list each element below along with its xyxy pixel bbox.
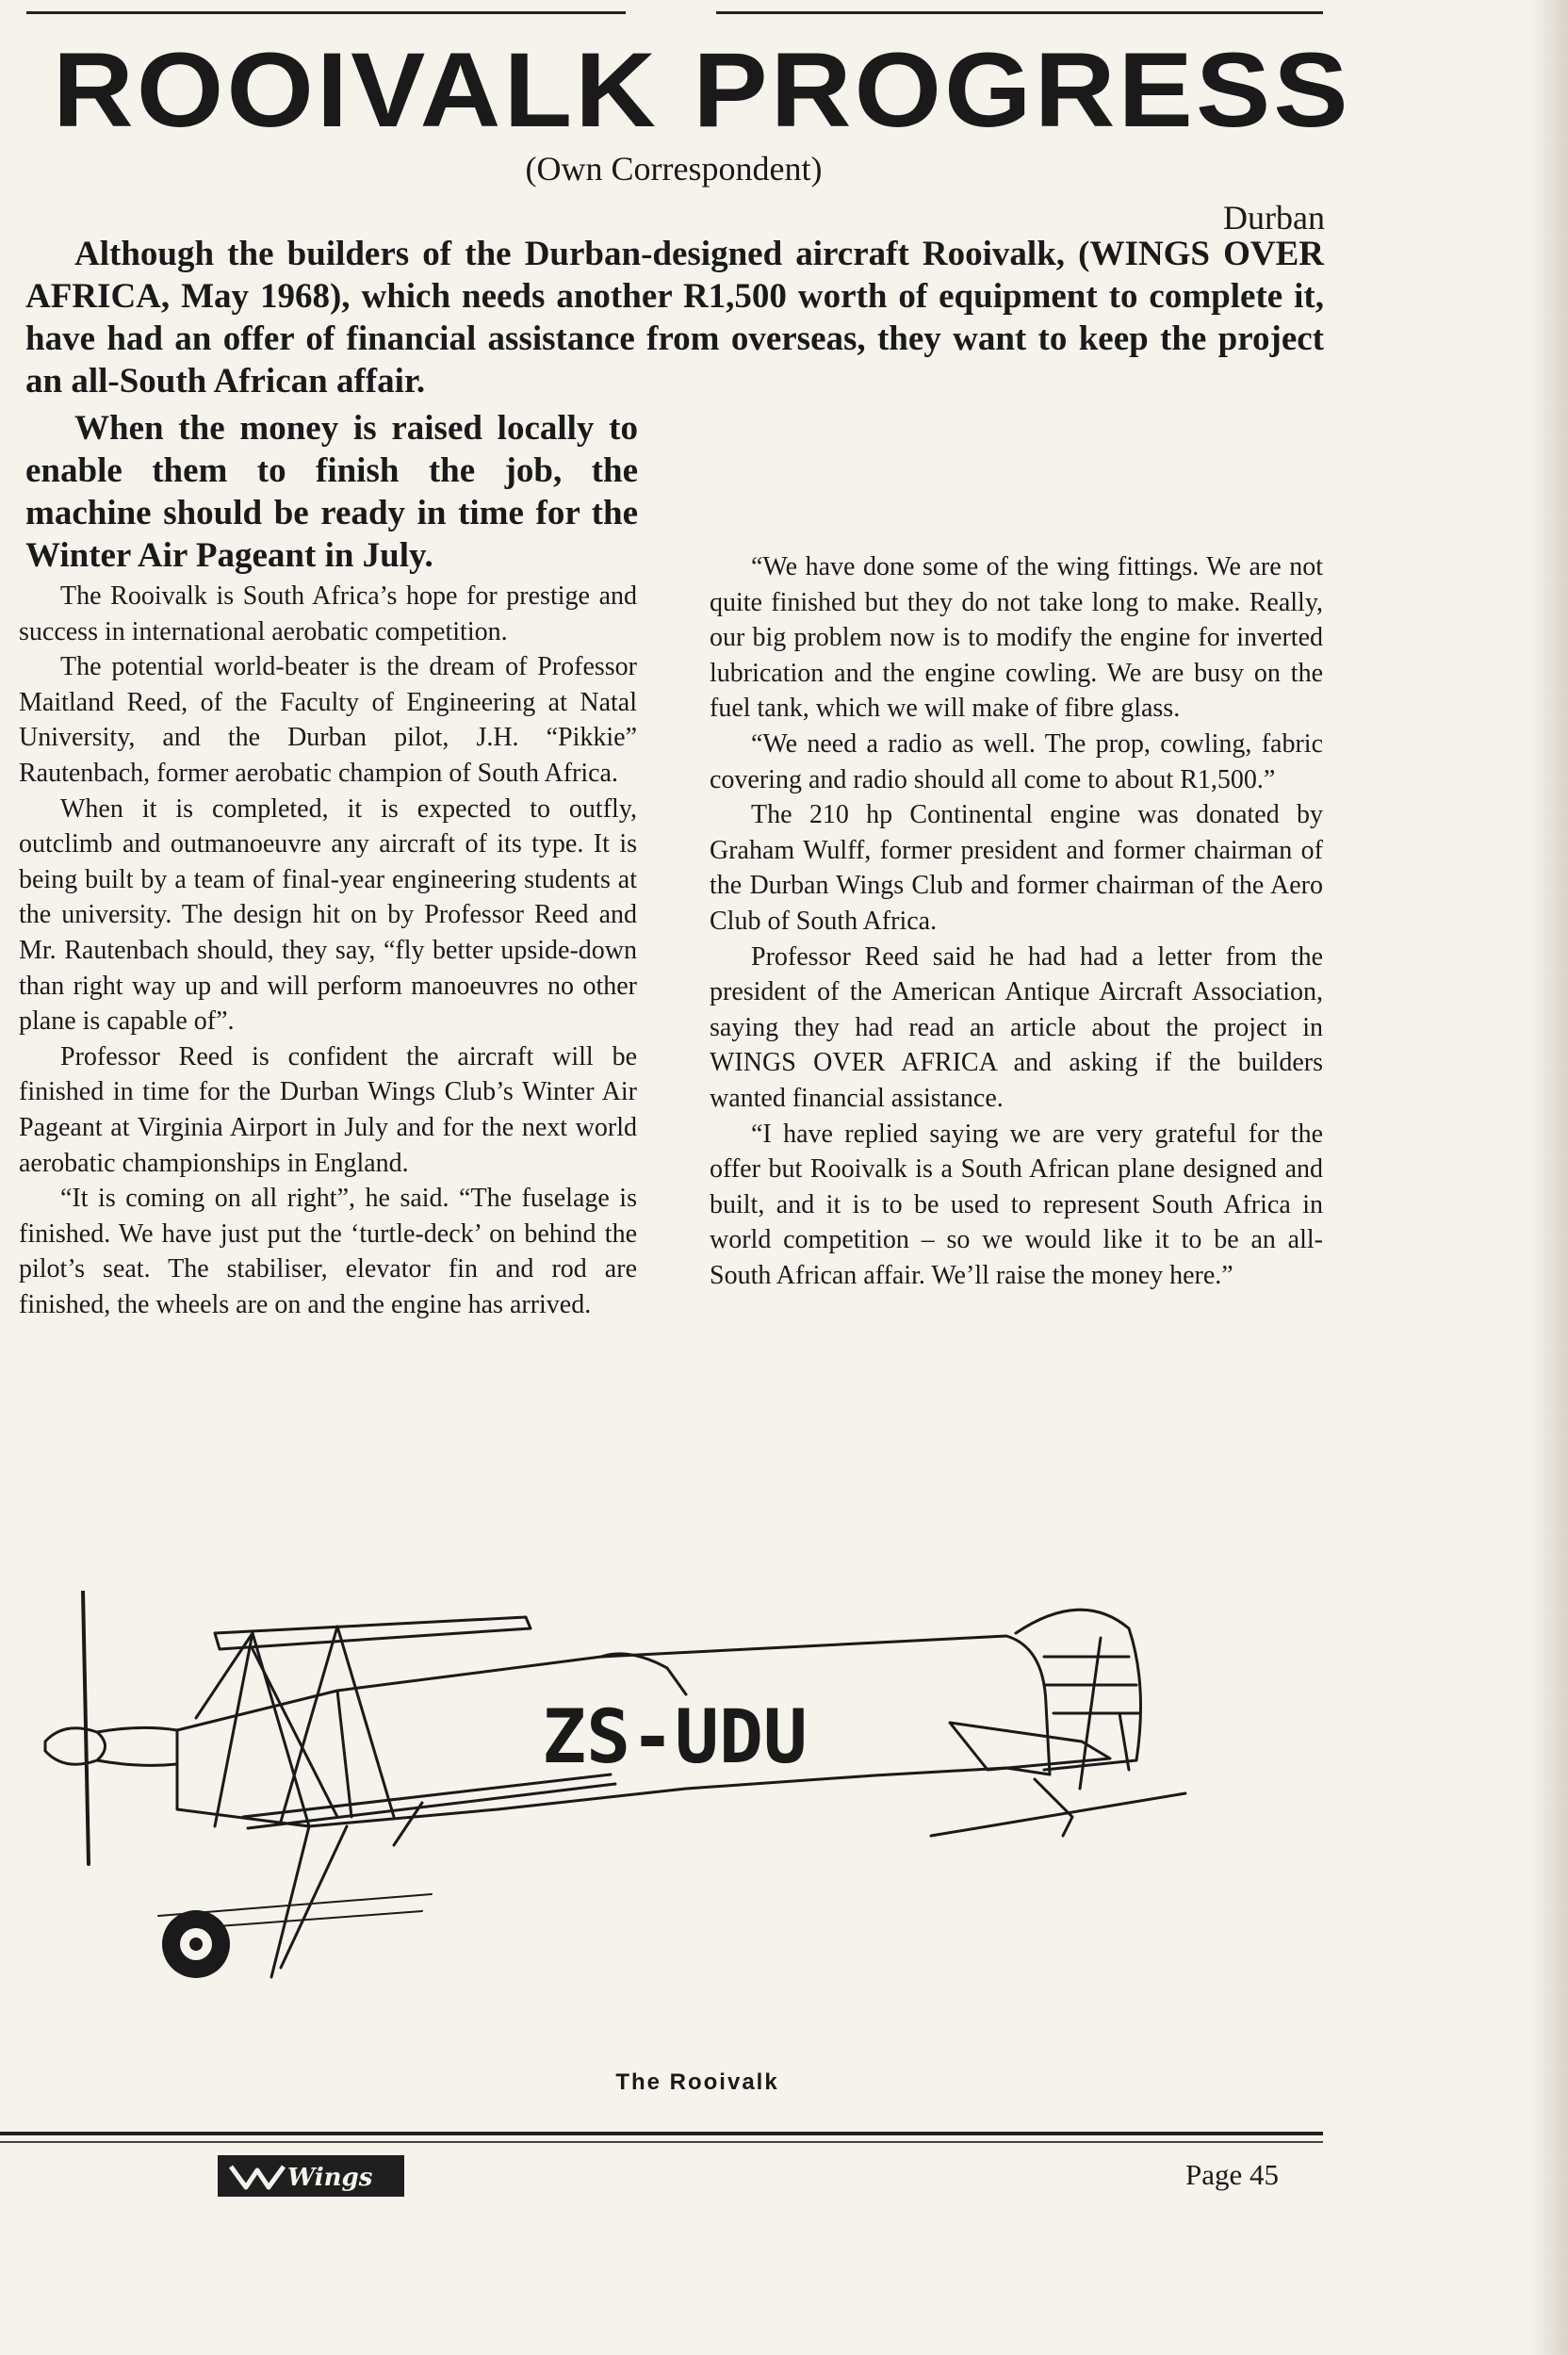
- paragraph: When it is completed, it is expected to outfly, outclimb and outmanoeuvre any aircraft of its type. It is being built by a team of final-year engineering students at the university. The design hit on by Professor Reed and Mr. Rautenbach should, they say, “fly better upside-down than right way up and will perform manoeuvres no other plane is capable of”.: [19, 793, 637, 1037]
- left-column: [19, 579, 637, 1322]
- rooivalk-biplane-illustration: [26, 1591, 1242, 2062]
- paragraph: Professor Reed is confident the aircraft will be finished in time for the Durban Wings Club’s Winter Air Pageant at Virginia Airport in July and for the next world aerobatic championships in England.: [19, 1041, 637, 1178]
- registration-marking: ZS-UDU: [542, 1695, 808, 1780]
- page-edge-shadow: [1530, 0, 1568, 2355]
- dateline: Durban: [1223, 199, 1325, 237]
- paragraph: “We need a radio as well. The prop, cowling, fabric covering and radio should all come to about R1,500.”: [710, 728, 1323, 794]
- paragraph: The 210 hp Continental engine was donated by Graham Wulff, former president and former chairman of the Durban Wings Club and former chairman of the Aero Club of South Africa.: [710, 800, 1323, 936]
- top-rule-left: [26, 11, 626, 14]
- lead-paragraph-2: When the money is raised locally to enable them to finish the job, the machine should be ready in time for the Winter Air Pageant in July.: [25, 409, 638, 575]
- footer-rule: [0, 2132, 1323, 2135]
- figure-caption: The Rooivalk: [615, 2069, 779, 2095]
- byline: (Own Correspondent): [525, 150, 823, 188]
- page-number: Page 45: [1185, 2158, 1280, 2191]
- lead-paragraph: Although the builders of the Durban-designed aircraft Rooivalk, (WINGS OVER AFRICA, May 1968), which needs another R1,500 worth of equipment to complete it, have had an offer of financial assistance from overseas, they want to keep the project an all-South African affair.: [25, 235, 1324, 401]
- right-column: [710, 549, 1323, 1293]
- paragraph: The potential world-beater is the dream of Professor Maitland Reed, of the Faculty of Engineering at Natal University, and the Durban pilot, J.H. “Pikkie” Rautenbach, former aerobatic champion of South Africa.: [19, 652, 637, 788]
- footer-rule-thin: [0, 2141, 1323, 2143]
- paragraph: “We have done some of the wing fittings. We are not quite finished but they do not take long to make. Really, our big problem now is to modify the engine for inverted lubrication and the engine cowling. We are busy on the fuel tank, which we will make of fibre glass.: [710, 552, 1323, 724]
- paragraph: Professor Reed said he had had a letter from the president of the American Antique Aircraft Association, saying they had read an article about the project in WINGS OVER AFRICA and asking if the builders wanted financial assistance.: [710, 941, 1323, 1113]
- top-rule-right: [716, 11, 1323, 14]
- paragraph: The Rooivalk is South Africa’s hope for prestige and success in international aerobatic competition.: [19, 581, 637, 646]
- paragraph: “I have replied saying we are very grateful for the offer but Rooivalk is a South African plane designed and built, and it is to be used to represent South Africa in world competition – so we would like it to be an all-South African affair. We’ll raise the money here.”: [710, 1119, 1323, 1290]
- article-title: ROOIVALK PROGRESS: [53, 31, 1351, 149]
- logo-text: Wings: [287, 2164, 373, 2192]
- wings-logo: [218, 2155, 404, 2197]
- paragraph: “It is coming on all right”, he said. “The fuselage is finished. We have just put the ‘turtle-deck’ on behind the pilot’s seat. The stabiliser, elevator fin and rod are finished, the wheels are on and the engine has arrived.: [19, 1184, 637, 1319]
